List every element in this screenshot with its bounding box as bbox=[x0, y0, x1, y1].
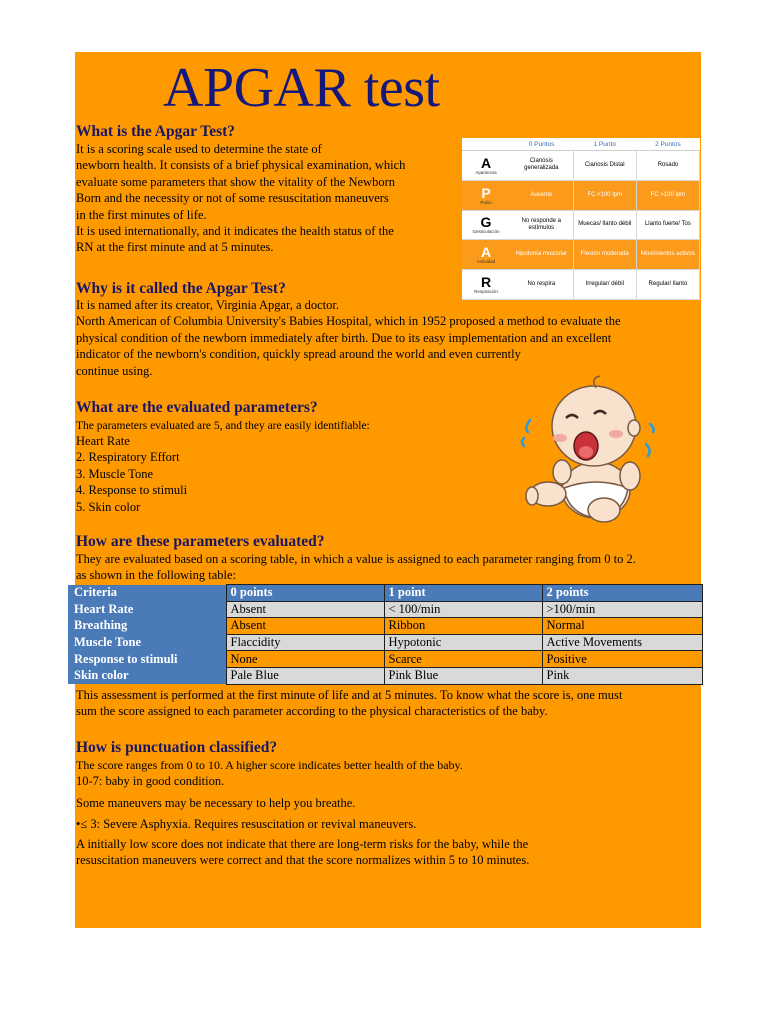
paragraph-low-score: A initially low score does not indicate that there are long-term risks for the baby, while the resuscitation maneuvers were correct and that the score normalizes within 5 to 10 minutes. bbox=[76, 837, 530, 868]
heading-what-is: What is the Apgar Test? bbox=[76, 123, 236, 140]
table-header-row: Criteria 0 points 1 point 2 points bbox=[68, 585, 702, 602]
table-row: Muscle Tone Flaccidity Hypotonic Active Movements bbox=[68, 634, 702, 651]
table-row: Response to stimuli None Scarce Positive bbox=[68, 651, 702, 668]
paragraph-why-called: It is named after its creator, Virginia Apgar, a doctor. North American of Columbia University's Babies Hospital, which in 1952 proposed a method to evaluate the physical condition of the newborn immediately after birth. Due to its easy implementation and an excellent indicator of the newborn's condition, quickly spread around the world and even currently continue using. bbox=[76, 298, 621, 378]
heading-how-evaluated: How are these parameters evaluated? bbox=[76, 533, 325, 550]
heading-punctuation-classified: How is punctuation classified? bbox=[76, 739, 278, 756]
score-maneuvers-text: Some maneuvers may be necessary to help you breathe. bbox=[76, 796, 356, 810]
table-row: Skin color Pale Blue Pink Blue Pink bbox=[68, 667, 702, 684]
paragraph-what-is: It is a scoring scale used to determine the state of newborn health. It consists of a brief physical examination, which evaluate some parameters that show the vitality of the Newborn Born and the necessity or not of some resuscitation maneuvers in the first minutes of life. It is used internationally, and it indicates the health status of the RN at the first minute and at 5 minutes. bbox=[76, 142, 406, 255]
page-title: APGAR test bbox=[163, 57, 440, 119]
score-range-text: The score ranges from 0 to 10. A higher score indicates better health of the baby. bbox=[76, 758, 463, 772]
score-good-text: 10-7: baby in good condition. bbox=[76, 774, 225, 788]
list-item: 4. Response to stimuli bbox=[76, 483, 188, 498]
crying-baby-illustration bbox=[518, 372, 668, 532]
list-item: 3. Muscle Tone bbox=[76, 466, 154, 481]
paragraph-how-evaluated: They are evaluated based on a scoring table, in which a value is assigned to each parameter ranging from 0 to 2. as shown in the following table: bbox=[76, 552, 636, 583]
heading-evaluated-parameters: What are the evaluated parameters? bbox=[76, 399, 318, 416]
table-row: Breathing Absent Ribbon Normal bbox=[68, 618, 702, 635]
list-item: 2. Respiratory Effort bbox=[76, 450, 180, 465]
list-item: Heart Rate bbox=[76, 434, 130, 448]
table-row: Heart Rate Absent < 100/min >100/min bbox=[68, 601, 702, 618]
score-asphyxia-text: •≤ 3: Severe Asphyxia. Requires resuscitation or revival maneuvers. bbox=[76, 817, 417, 831]
heading-why-called: Why is it called the Apgar Test? bbox=[76, 280, 286, 297]
params-list bbox=[76, 433, 187, 515]
list-item: 5. Skin color bbox=[76, 499, 141, 514]
apgar-score-chart-image: 0 Puntos 1 Punto 2 Puntos A Apariencia Cianosis generalizada Cianosis Distal Rosado P Pulso Ausente FC <100 lpm FC >100 lpm G Gesticulación No responde a estímulos Muecas/ llanto débil Llanto fuerte/ Tos A Actividad Hipotonía muscular Flexión moderada Movimientos activos R Respiración No respira Irregular/ débil Regular/ llanto bbox=[462, 138, 700, 300]
params-intro: The parameters evaluated are 5, and they are easily identifiable: bbox=[76, 420, 370, 432]
apgar-criteria-table bbox=[68, 584, 703, 685]
paragraph-assessment: This assessment is performed at the first minute of life and at 5 minutes. To know what the score is, one must sum the score assigned to each parameter according to the physical characteristics of the baby. bbox=[76, 688, 623, 719]
